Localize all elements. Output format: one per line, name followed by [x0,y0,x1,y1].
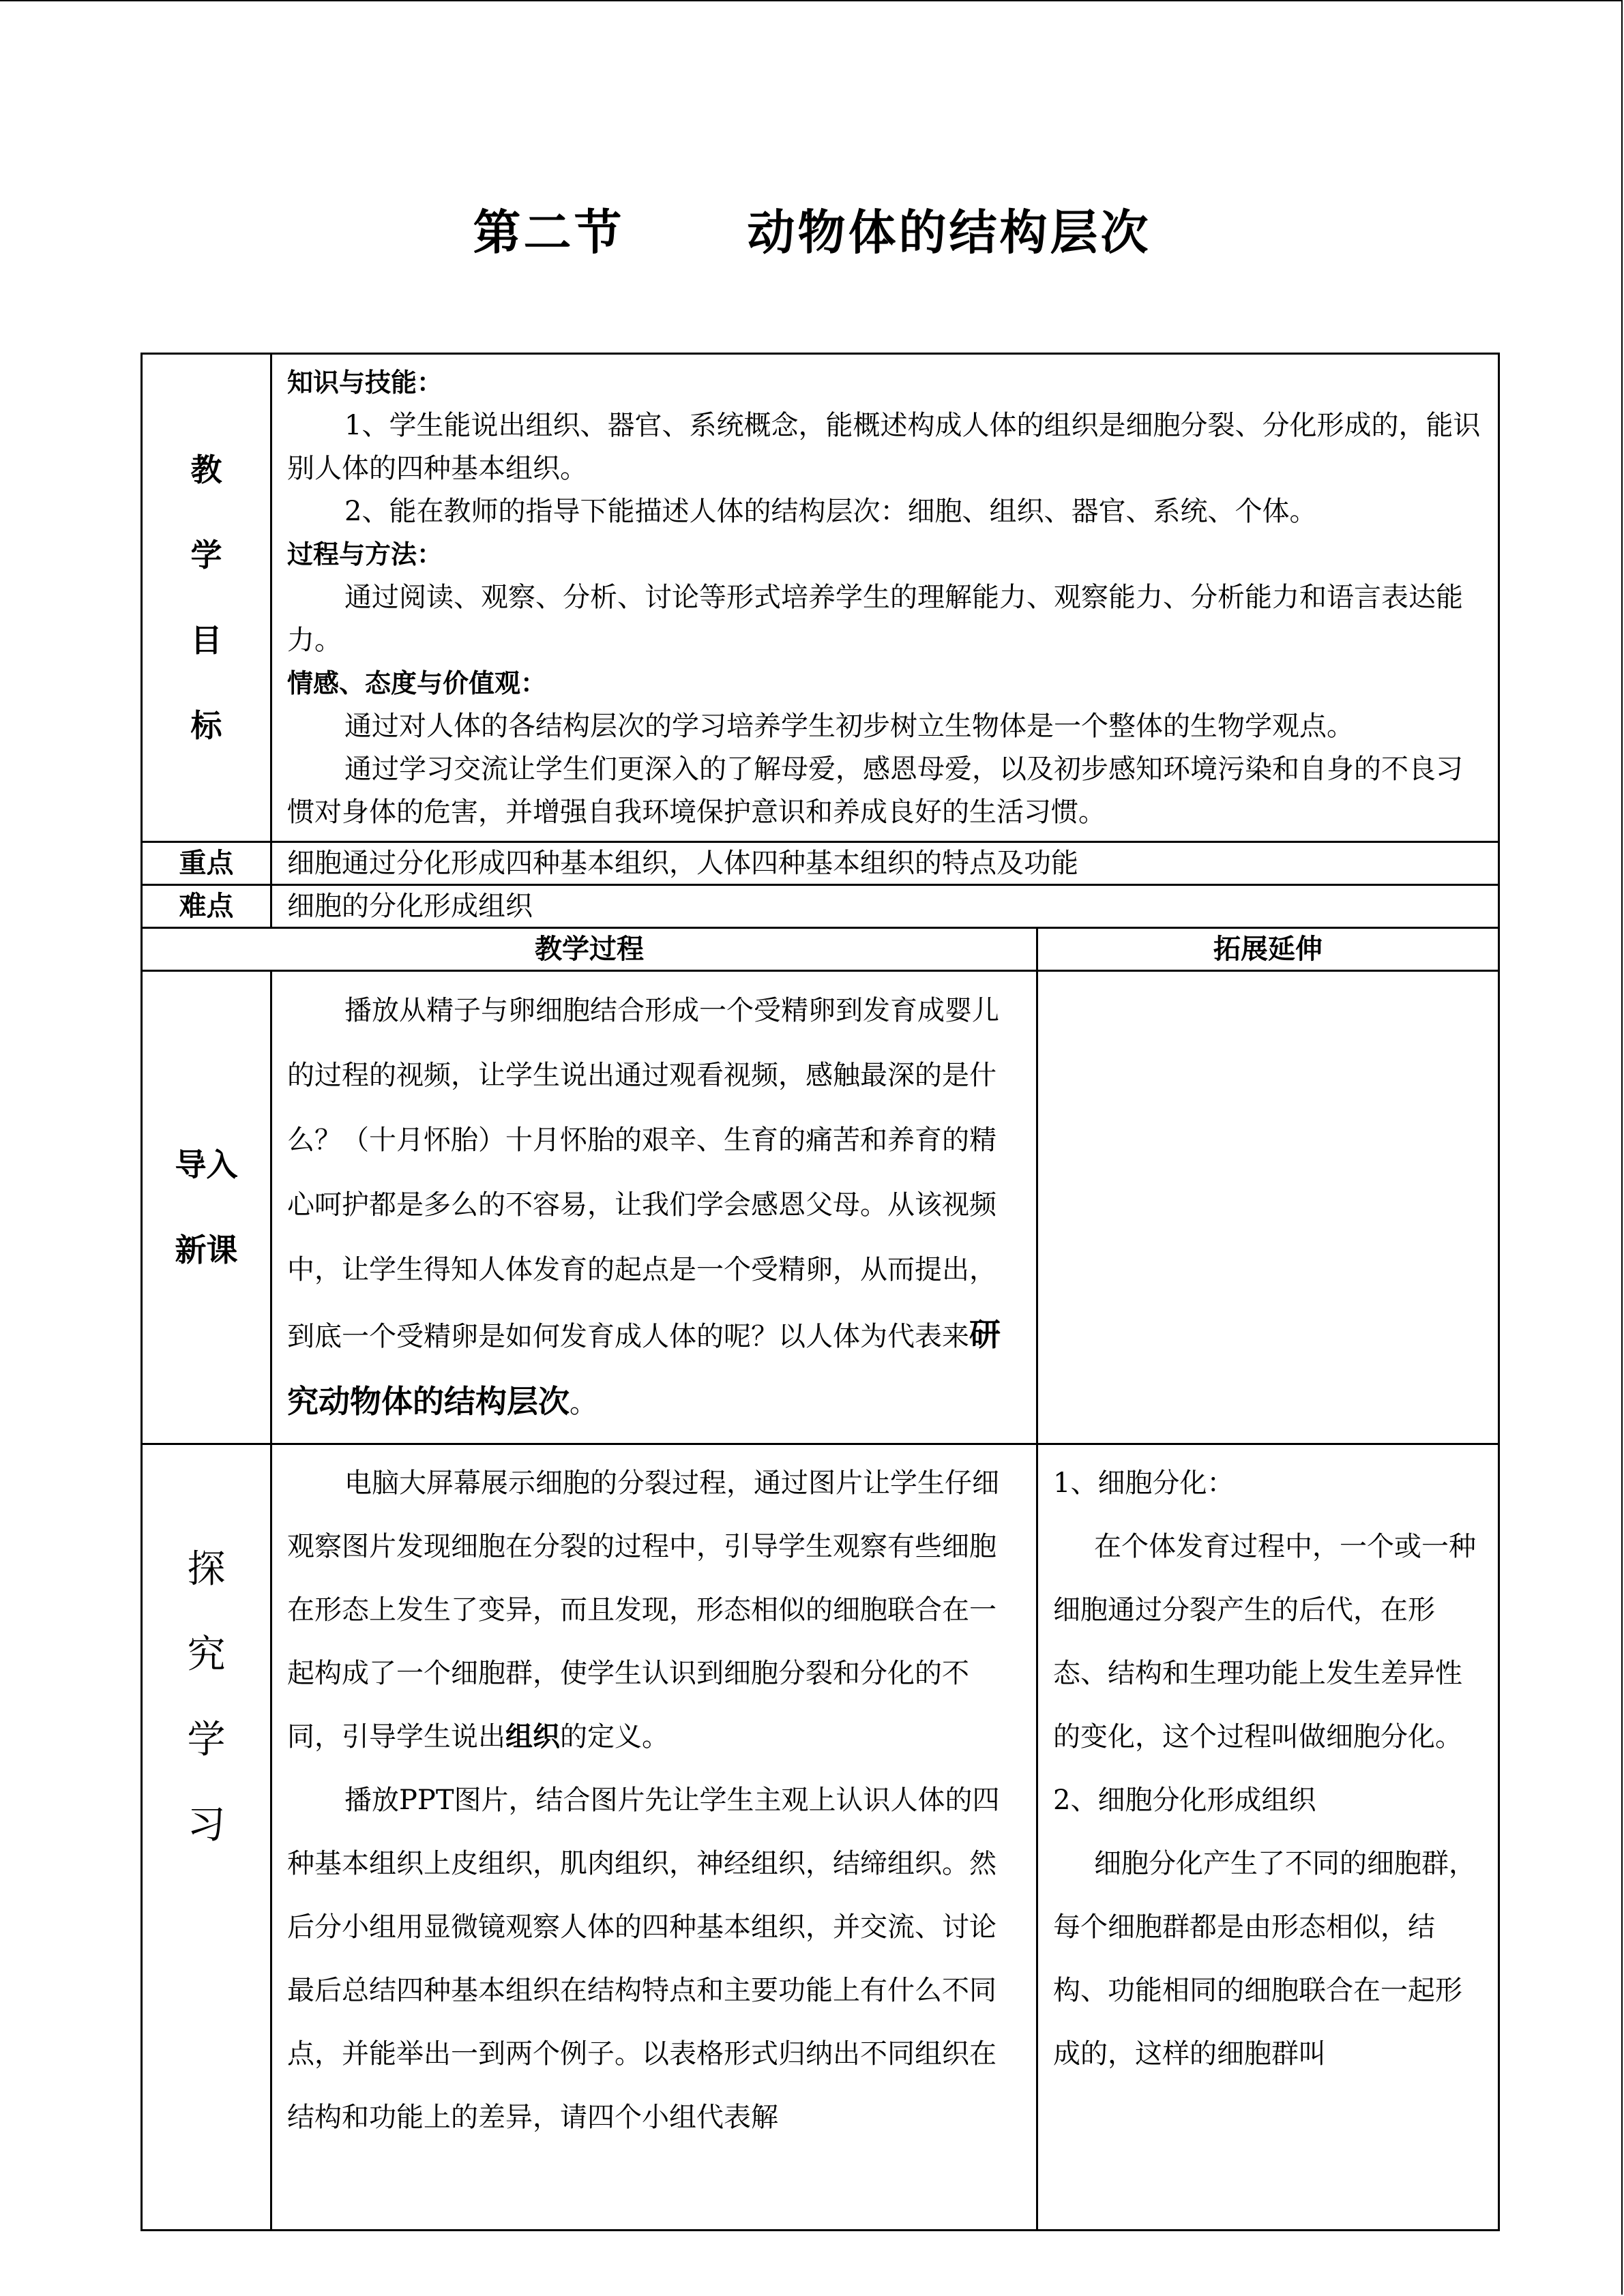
intro-text: 播放从精子与卵细胞结合形成一个受精卵到发育成婴儿的过程的视频，让学生说出通过观看视频，感触最深的是什么？（十月怀胎）十月怀胎的艰辛、生育的痛苦和养育的精心呵护都是多么的不容易，让我们学会感恩父母。从该视频中，让学生得知人体发育的起点是一个受精卵，从而提出，到底一个受精卵是如何发育成人体的呢？以人体为代表来 [287,995,999,1352]
objectives-label-char: 目 [190,621,222,659]
knowledge-item-1: 1、学生能说出组织、器官、系统概念，能概述构成人体的组织是细胞分裂、分化形成的，能识别人体的四种基本组织。 [287,410,1481,484]
explore-p1-text: 电脑大屏幕展示细胞的分裂过程，通过图片让学生仔细观察图片发现细胞在分裂的过程中，引导学生观察有些细胞在形态上发生了变异，而且发现，形态相似的细胞联合在一起构成了一个细胞群，使学生认识到细胞分裂和分化的不同，引导学生说出 [287,1467,999,1753]
process-header: 教学过程 [142,928,1037,971]
section-header-row [142,928,1499,971]
explore-paragraph-2: 播放PPT图片，结合图片先让学生主观上认识人体的四种基本组织上皮组织，肌肉组织，神经组织，结缔组织。然后分小组用显微镜观察人体的四种基本组织，并交流、讨论最后总结四种基本组织在结构特点和主要功能上有什么不同点，并能举出一到两个例子。以表格形式归纳出不同组织在结构和功能上的差异，请四个小组代表解 [287,1785,1000,2133]
intro-emphasis: 研究动物体的结构层次 [287,1316,1001,1420]
process-heading: 过程与方法： [287,539,443,569]
difficulty-text: 细胞的分化形成组织 [271,885,1499,928]
intro-label-line: 导入 [175,1146,238,1183]
explore-row [142,1444,1499,2231]
ext-1-title: 1、细胞分化： [1053,1467,1235,1499]
intro-extension [1037,971,1499,1444]
key-point-row [142,842,1499,885]
title-section: 第二节 [473,205,625,260]
explore-label-char: 学 [187,1718,226,1762]
emotion-item-2: 通过学习交流让学生们更深入的了解母爱，感恩母爱，以及初步感知环境污染和自身的不良习惯对身体的危害，并增强自我环境保护意识和养成良好的生活习惯。 [287,754,1463,828]
difficulty-label: 难点 [142,885,271,928]
extension-header: 拓展延伸 [1037,928,1499,971]
key-point-label: 重点 [142,842,271,885]
objectives-label-char: 教 [190,451,222,488]
explore-content [271,1444,1037,2231]
ext-1-text: 在个体发育过程中，一个或一种细胞通过分裂产生的后代，在形态、结构和生理功能上发生差异性的变化，这个过程叫做细胞分化。 [1053,1531,1476,1753]
difficulty-row [142,885,1499,928]
objectives-label-char: 学 [190,536,222,573]
knowledge-heading: 知识与技能： [287,368,443,398]
emotion-heading: 情感、态度与价值观： [287,668,547,698]
title-topic: 动物体的结构层次 [747,205,1151,260]
explore-label-char: 习 [187,1803,226,1847]
intro-label-line: 新课 [175,1231,238,1268]
objectives-row [142,354,1499,842]
intro-content [271,971,1037,1444]
page-title [0,194,1624,263]
explore-extension [1037,1444,1499,2231]
explore-p1-end: 的定义。 [560,1721,669,1753]
objectives-label-char: 标 [190,706,222,744]
explore-label-char: 究 [187,1632,226,1677]
emotion-item-1: 通过对人体的各结构层次的学习培养学生初步树立生物体是一个整体的生物学观点。 [344,711,1354,742]
intro-end: 。 [570,1388,597,1419]
process-item-1: 通过阅读、观察、分析、讨论等形式培养学生的理解能力、观察能力、分析能力和语言表达能力。 [287,582,1463,656]
ext-2-title: 2、细胞分化形成组织 [1053,1785,1316,1816]
explore-paragraph-1 [287,1452,1006,1769]
intro-row [142,971,1499,1444]
intro-paragraph [287,979,1006,1436]
lesson-plan-table [141,353,1500,2231]
key-point-text: 细胞通过分化形成四种基本组织，人体四种基本组织的特点及功能 [271,842,1499,885]
ext-2-text: 细胞分化产生了不同的细胞群，每个细胞群都是由形态相似，结构、功能相同的细胞联合在一起形成的，这样的细胞群叫 [1053,1848,1476,2070]
objectives-content [271,354,1499,842]
knowledge-item-2: 2、能在教师的指导下能描述人体的结构层次：细胞、组织、器官、系统、个体。 [344,496,1317,527]
explore-label [142,1444,271,2231]
intro-label [142,971,271,1444]
explore-p1-emphasis: 组织 [505,1721,560,1753]
objectives-label [142,354,271,842]
explore-label-char: 探 [187,1547,226,1592]
